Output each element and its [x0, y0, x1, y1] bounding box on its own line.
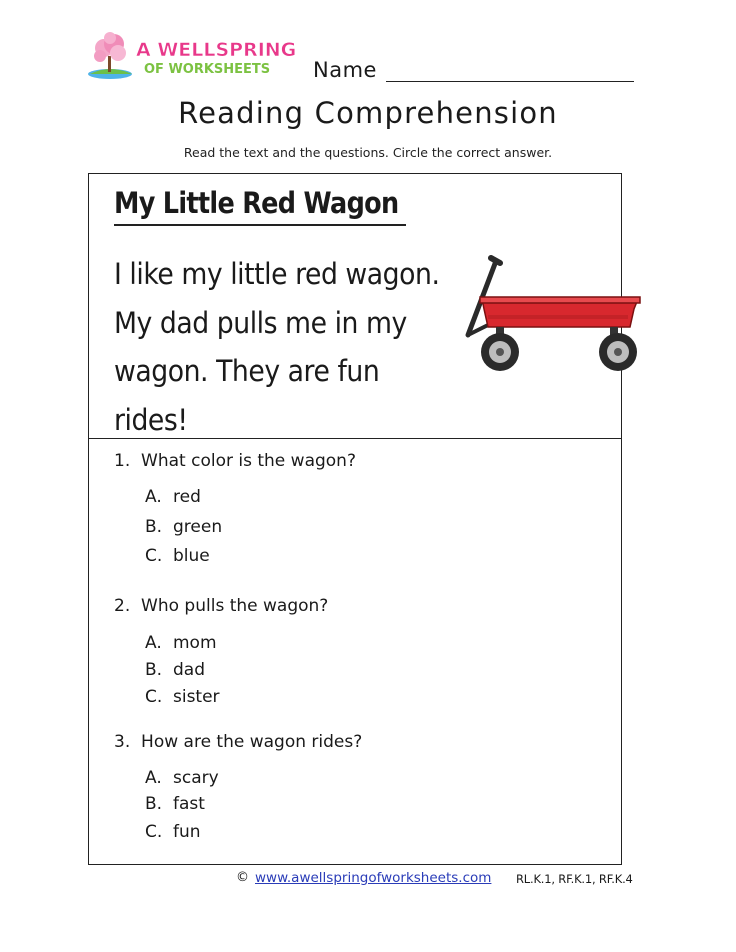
answer-option[interactable] [145, 517, 222, 537]
option-text: red [173, 487, 201, 507]
website-link[interactable]: www.awellspringofworksheets.com [255, 870, 492, 886]
standards-codes: RL.K.1, RF.K.1, RF.K.4 [516, 872, 633, 886]
question-text: How are the wagon rides? [141, 732, 363, 752]
story-text [114, 250, 445, 444]
page-title: Reading Comprehension [178, 96, 558, 130]
option-text: green [173, 517, 223, 537]
story-title: My Little Red Wagon [114, 186, 399, 220]
answer-option[interactable] [145, 660, 205, 680]
answer-option[interactable] [145, 487, 201, 507]
question-number: 2. [114, 596, 131, 616]
red-wagon-icon [458, 255, 642, 377]
option-text: dad [173, 660, 205, 680]
option-letter: B. [145, 660, 163, 680]
question-number: 3. [114, 732, 131, 752]
story-title-underline [114, 224, 406, 226]
answer-option[interactable] [145, 822, 201, 842]
name-label: Name [313, 58, 377, 82]
story-line: rides! [114, 402, 188, 437]
option-letter: C. [145, 822, 163, 842]
option-letter: C. [145, 546, 163, 566]
logo-text-line1: A WELLSPRING [136, 39, 296, 61]
question-1 [114, 451, 356, 471]
question-2 [114, 596, 328, 616]
option-letter: B. [145, 517, 163, 537]
tree-icon [88, 32, 132, 79]
story-line: My dad pulls me in my [114, 305, 407, 340]
logo-text-line2: OF WORKSHEETS [144, 62, 271, 77]
answer-option[interactable] [145, 546, 210, 566]
option-letter: A. [145, 768, 162, 788]
instructions: Read the text and the questions. Circle the correct answer. [183, 145, 553, 160]
option-text: fast [173, 794, 205, 814]
option-text: fun [173, 822, 201, 842]
option-text: mom [173, 633, 217, 653]
option-letter: C. [145, 687, 163, 707]
question-number: 1. [114, 451, 131, 471]
copyright-symbol: © [236, 870, 249, 885]
answer-option[interactable] [145, 794, 205, 814]
option-letter: A. [145, 487, 162, 507]
question-text: What color is the wagon? [141, 451, 356, 471]
question-3 [114, 732, 362, 752]
story-line: I like my little red wagon. [114, 257, 440, 291]
option-text: sister [173, 687, 220, 707]
option-letter: B. [145, 794, 163, 814]
option-letter: A. [145, 633, 162, 653]
answer-option[interactable] [145, 768, 219, 788]
logo [86, 28, 296, 84]
answer-option[interactable] [145, 633, 217, 653]
answer-option[interactable] [145, 687, 220, 707]
option-text: blue [173, 546, 210, 566]
option-text: scary [173, 768, 219, 788]
story-line: wagon. They are fun [114, 354, 380, 388]
question-text: Who pulls the wagon? [141, 596, 329, 616]
name-line[interactable] [386, 81, 634, 82]
